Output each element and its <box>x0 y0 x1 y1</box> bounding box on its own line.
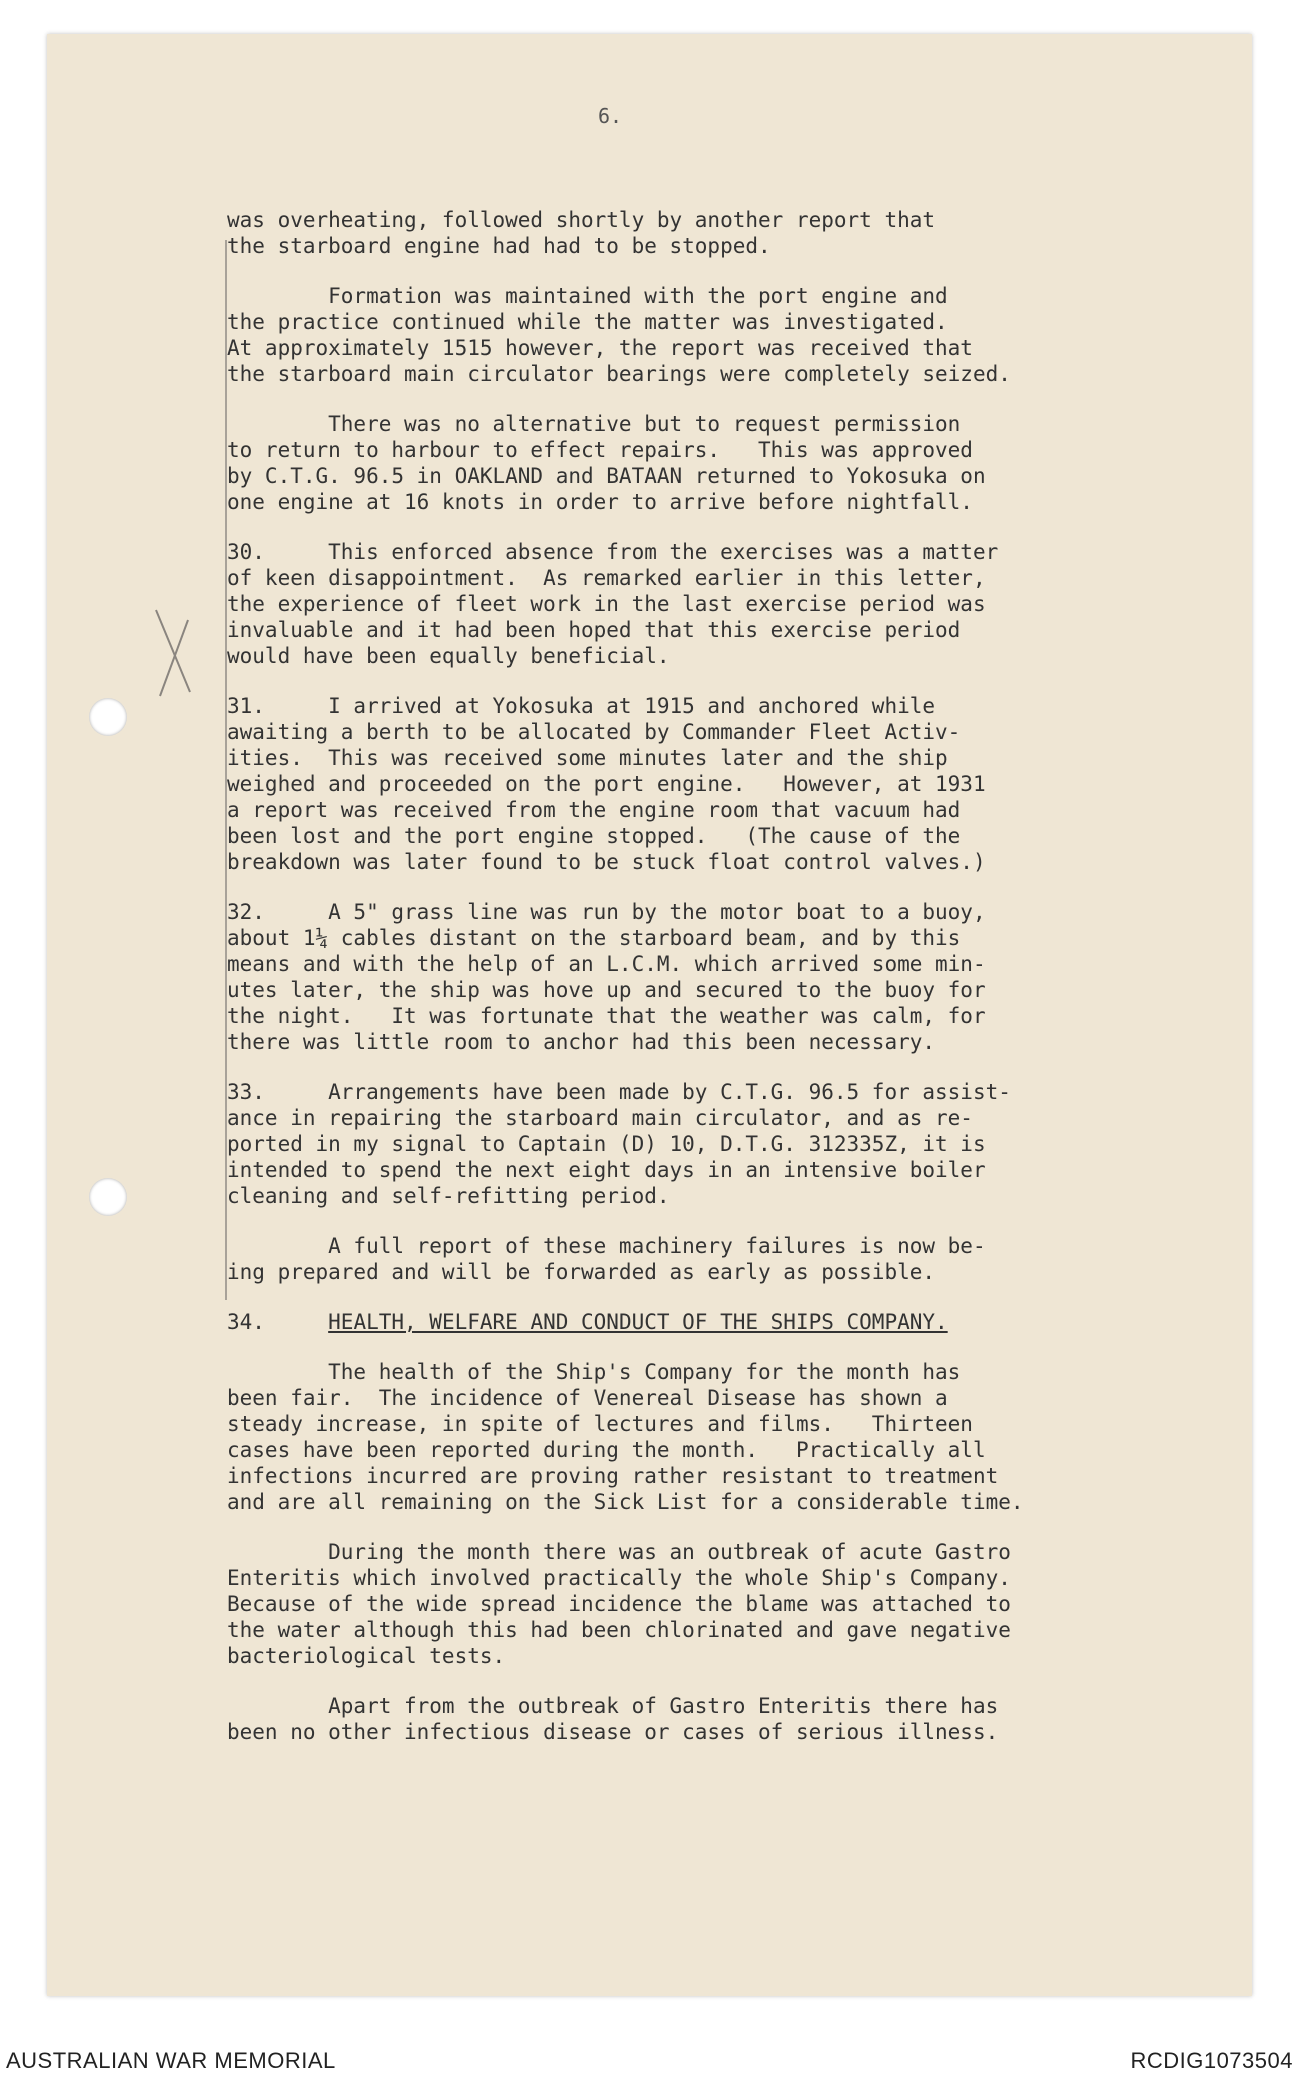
text-line: 30. This enforced absence from the exercises was a matter <box>227 540 999 564</box>
text-line: cleaning and self-refitting period. <box>227 1184 670 1208</box>
text-line: about 1¼ cables distant on the starboard beam, and by this <box>227 926 961 950</box>
text-line: and are all remaining on the Sick List for a considerable time. <box>227 1490 1024 1514</box>
text-line: ities. This was received some minutes later and the ship <box>227 746 948 770</box>
text-line: by C.T.G. 96.5 in OAKLAND and BATAAN returned to Yokosuka on <box>227 464 986 488</box>
text-line: would have been equally beneficial. <box>227 644 670 668</box>
text-line: been lost and the port engine stopped. (The cause of the <box>227 824 961 848</box>
footer-source: AUSTRALIAN WAR MEMORIAL <box>6 2048 336 2073</box>
text-line: invaluable and it had been hoped that this exercise period <box>227 618 961 642</box>
text-line: cases have been reported during the month. Practically all <box>227 1438 986 1462</box>
text-line: one engine at 16 knots in order to arrive before nightfall. <box>227 490 973 514</box>
paragraph-gap <box>227 1669 1177 1693</box>
text-line: was overheating, followed shortly by another report that <box>227 208 936 232</box>
text-line: been no other infectious disease or cases of serious illness. <box>227 1720 999 1744</box>
text-line: to return to harbour to effect repairs. This was approved <box>227 438 973 462</box>
text-line: steady increase, in spite of lectures and films. Thirteen <box>227 1412 973 1436</box>
text-line: been fair. The incidence of Venereal Disease has shown a <box>227 1386 948 1410</box>
text-line: Because of the wide spread incidence the blame was attached to <box>227 1592 1011 1616</box>
text-line: the practice continued while the matter was investigated. <box>227 310 948 334</box>
text-line: means and with the help of an L.C.M. which arrived some min- <box>227 952 986 976</box>
paragraph-gap <box>227 1055 1177 1079</box>
handwritten-x-mark <box>148 600 198 710</box>
section-heading: HEALTH, WELFARE AND CONDUCT OF THE SHIPS COMPANY. <box>328 1310 948 1334</box>
section-heading-line <box>227 1309 1177 1335</box>
text-line: the water although this had been chlorinated and gave negative <box>227 1618 1011 1642</box>
text-line: A full report of these machinery failures is now be- <box>227 1234 986 1258</box>
text-line: Apart from the outbreak of Gastro Enteritis there has <box>227 1694 999 1718</box>
text-line: the starboard main circulator bearings were completely seized. <box>227 362 1011 386</box>
text-line: 33. Arrangements have been made by C.T.G. 96.5 for assist- <box>227 1080 1011 1104</box>
paragraph-gap <box>227 1515 1177 1539</box>
paragraph-gap <box>227 1335 1177 1359</box>
text-line: The health of the Ship's Company for the month has <box>227 1360 961 1384</box>
paragraph-gap <box>227 669 1177 693</box>
section-spacer <box>265 1310 328 1334</box>
text-line: bacteriological tests. <box>227 1644 506 1668</box>
text-line: the night. It was fortunate that the weather was calm, for <box>227 1004 986 1028</box>
text-line: breakdown was later found to be stuck float control valves.) <box>227 850 986 874</box>
paragraph-gap <box>227 1209 1177 1233</box>
text-line: there was little room to anchor had this been necessary. <box>227 1030 936 1054</box>
text-line: awaiting a berth to be allocated by Commander Fleet Activ- <box>227 720 961 744</box>
text-line: a report was received from the engine room that vacuum had <box>227 798 961 822</box>
text-line: Enteritis which involved practically the whole Ship's Company. <box>227 1566 1011 1590</box>
text-line: 31. I arrived at Yokosuka at 1915 and anchored while <box>227 694 936 718</box>
text-line: intended to spend the next eight days in an intensive boiler <box>227 1158 986 1182</box>
punch-hole-bottom <box>89 1178 127 1216</box>
text-line: Formation was maintained with the port engine and <box>227 284 948 308</box>
text-line: the starboard engine had had to be stopped. <box>227 234 771 258</box>
paragraph-gap <box>227 1285 1177 1309</box>
text-line: 32. A 5" grass line was run by the motor boat to a buoy, <box>227 900 986 924</box>
paragraph-gap <box>227 1745 1177 1769</box>
text-line: ing prepared and will be forwarded as early as possible. <box>227 1260 936 1284</box>
text-line: At approximately 1515 however, the report was received that <box>227 336 973 360</box>
text-line: of keen disappointment. As remarked earlier in this letter, <box>227 566 986 590</box>
page-number: 6. <box>598 104 623 128</box>
text-line: ported in my signal to Captain (D) 10, D.T.G. 312335Z, it is <box>227 1132 986 1156</box>
text-line: During the month there was an outbreak of acute Gastro <box>227 1540 1011 1564</box>
paragraph-gap <box>227 875 1177 899</box>
punch-hole-top <box>89 698 127 736</box>
section-number: 34. <box>227 1310 265 1334</box>
paragraph-gap <box>227 259 1177 283</box>
text-line: There was no alternative but to request permission <box>227 412 961 436</box>
paragraph-gap <box>227 387 1177 411</box>
document-body <box>227 207 1177 1769</box>
text-line: the experience of fleet work in the last exercise period was <box>227 592 986 616</box>
text-line: infections incurred are proving rather resistant to treatment <box>227 1464 999 1488</box>
text-line: weighed and proceeded on the port engine. However, at 1931 <box>227 772 986 796</box>
text-line: utes later, the ship was hove up and secured to the buoy for <box>227 978 986 1002</box>
paragraph-gap <box>227 515 1177 539</box>
footer-id: RCDIG1073504 <box>1130 2048 1293 2073</box>
text-line: ance in repairing the starboard main circulator, and as re- <box>227 1106 973 1130</box>
